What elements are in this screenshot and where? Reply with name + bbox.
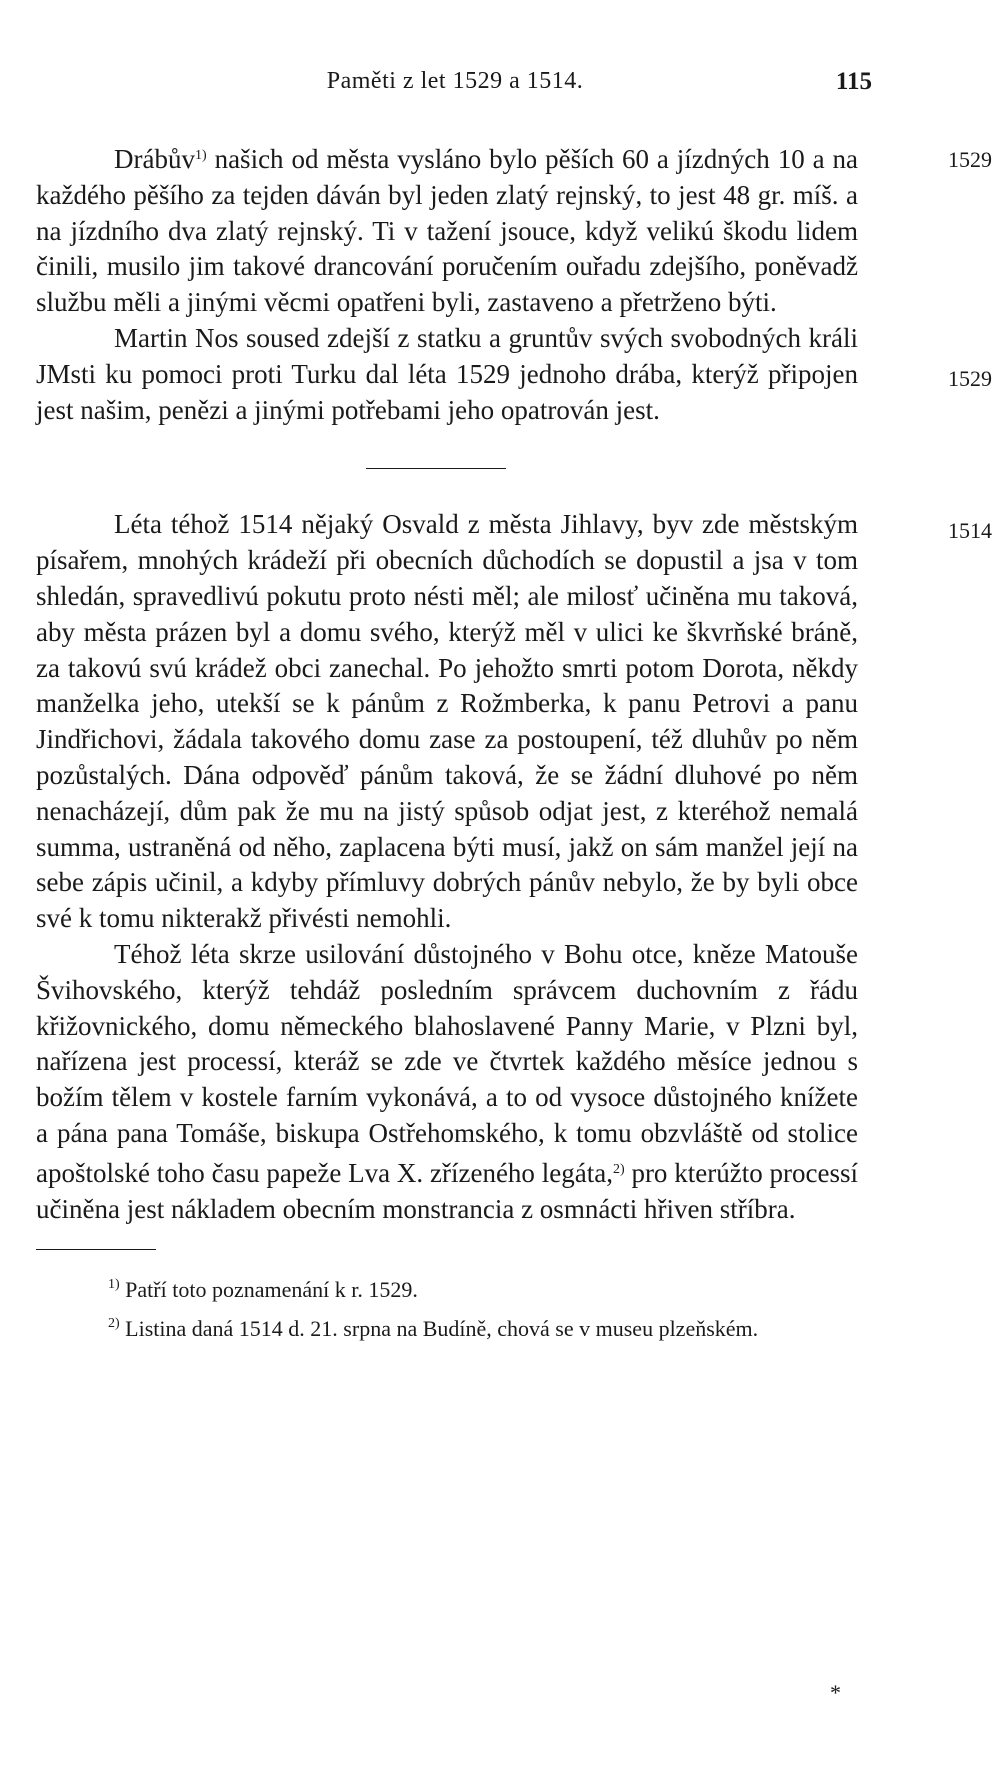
paragraph-lead-word: Drábův [114,144,195,174]
footnote-text: Listina daná 1514 d. 21. srpna na Budíně, chová se v museu plzeňském. [119,1316,759,1342]
footnote-ref-2: 2) [612,1161,625,1177]
paragraph-text: Léta téhož 1514 nějaký Osvald z města Jihlavy, byv zde městským písařem, mnohých krádeží při obecních důchodích se dopustil a jsa v tom shledán, spravedlivú pokutu proto nésti měl; ale milosť učiněna mu taková, aby města prázen byl a domu svého, kterýž měl v ulici ke škvrňské bráně, za takovú svú krádež obci zanechal. Po jehožto smrti potom Dorota, někdy manželka jeho, utekší se k pánům z Rožmberka, k panu Petrovi a panu Jindřichovi, žádala takového domu zase za postoupení, též dluhův po něm pozůstalých. Dána odpověď pánům taková, že se žádní dluhové po něm nenacházejí, dům pak že mu na jistý spůsob odjat jest, z kteréhož nemalá summa, ustraněná od něho, zaplacena býti musí, jakž on sám manžel její na sebe zápis učinil, a kdyby přímluvy dobrých pánův nebylo, že by byli obce své k tomu nikterakž přivésti nemohli. [36,509,858,934]
margin-year-note: 1529 [948,365,992,391]
margin-year-note: 1529 [948,147,992,172]
paragraph-osvald [36,507,992,937]
paragraph-text: Téhož léta skrze usilování důstojného v Bohu otce, kněze Matouše Švihovského, kterýž tehdáž posledním správcem duchovním z řádu křižovnického, domu německého blahoslavené Panny Marie, v Plzni byl, nařízena jest processí, kteráž se zde ve čtvrtek každého měsíce jednou s božím tělem v kostele farním vykonává, a to od vysoce důstojného knížete a pána pana Tomáše, biskupa Ostřehomského, k tomu obzvláště od stolice apoštolské toho času papeže Lva X. zřízeného legáta, [36,938,858,1188]
footnote-1 [36,1270,858,1305]
paragraph-processi [36,937,858,1227]
running-header [30,68,880,108]
page-number: 115 [835,68,872,95]
page-body [36,138,992,1344]
footnote-2 [36,1309,858,1344]
paragraph-drabove [36,138,992,321]
footnote-mark: 1) [108,1277,120,1293]
section-divider [366,468,506,469]
signature-mark: * [830,1680,841,1705]
paragraph-text: pro kterúžto processí učiněna jest nákladem obecním monstrancia z osmnácti hřiven stříbra. [36,1157,858,1224]
paragraph-text: Martin Nos soused zdejší z statku a gruntův svých svobodných králi JMsti ku pomoci proti Turku dal léta 1529 jednoho drába, kterýž připojen jest našim, penězi a jinými potřebami jeho opatrován jest. [36,322,858,425]
paragraph-martin-nos [36,321,992,428]
running-title: Paměti z let 1529 a 1514. [326,68,584,94]
footnote-text: Patří toto poznamenání k r. 1529. [119,1277,418,1303]
footnote-mark: 2) [108,1316,120,1332]
margin-year-note: 1514 [948,518,992,544]
footnote-divider [36,1249,156,1250]
footnote-ref-1: 1) [194,148,207,163]
paragraph-text: našich od města vysláno bylo pěších 60 a jízdných 10 a na každého pěšího za tejden dáván byl jeden zlatý rejnský, to jest 48 gr. míš. a na jízdního dva zlatý rejnský. Ti v tažení jsouce, když velikú škodu lidem činili, musilo jim takové drancování poručením ouřadu zdejšího, poněvadž službu měli a jinými věcmi opatřeni byli, zastaveno a přetrženo býti. [36,144,858,318]
